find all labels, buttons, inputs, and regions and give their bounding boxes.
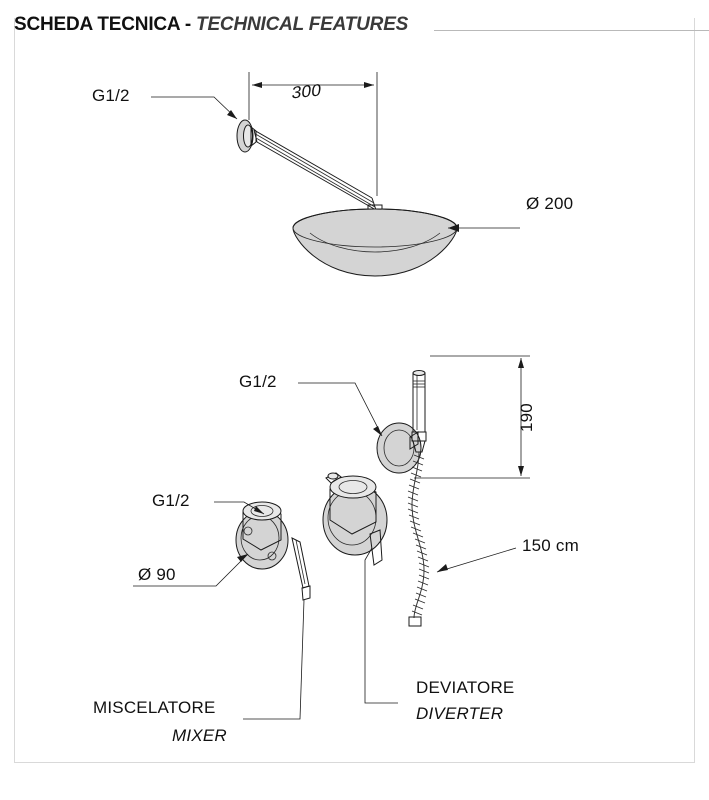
label-diverter-en: DIVERTER	[416, 704, 504, 723]
label-g12-hand-shower: G1/2	[239, 372, 277, 391]
dimension-hose-150cm: 150 cm	[522, 536, 579, 555]
label-diverter-it: DEVIATORE	[416, 678, 515, 697]
page-title-main: SCHEDA TECNICA	[14, 14, 180, 35]
page-title-separator: -	[179, 14, 197, 35]
dimension-diameter-90: Ø 90	[138, 565, 176, 584]
label-mixer-en: MIXER	[172, 726, 227, 745]
label-g12-mixer: G1/2	[152, 491, 190, 510]
dimension-190: 190	[517, 403, 536, 432]
page-title-italic: TECHNICAL FEATURES	[196, 14, 409, 35]
dimension-diameter-200: Ø 200	[526, 194, 574, 213]
dimension-300: 300	[290, 80, 323, 103]
label-g12-arm: G1/2	[92, 86, 130, 105]
label-mixer-it: MISCELATORE	[93, 698, 216, 717]
